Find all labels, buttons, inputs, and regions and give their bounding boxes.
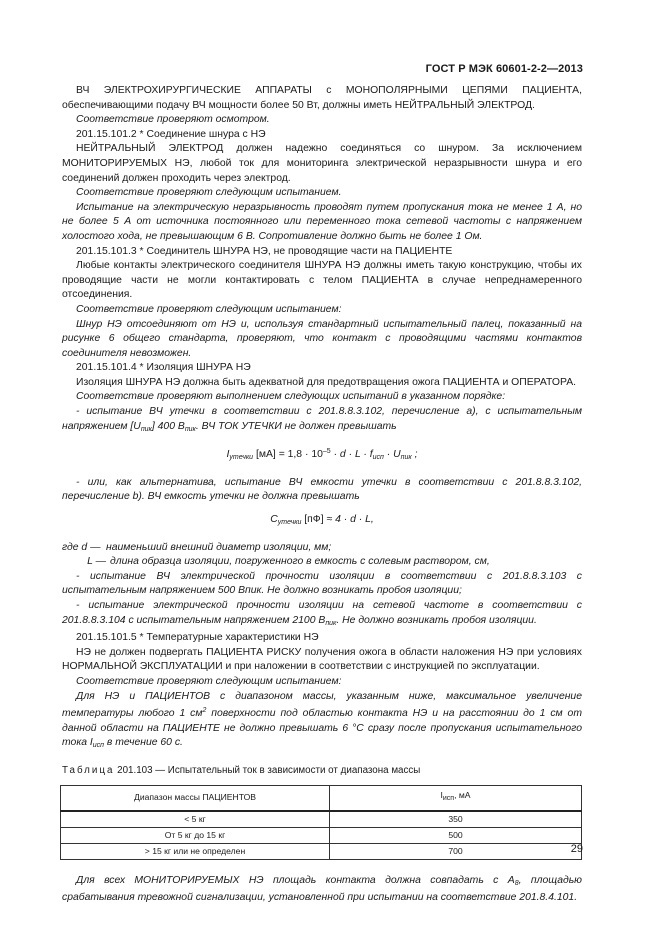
- paragraph: ВЧ ЭЛЕКТРОХИРУРГИЧЕСКИЕ АППАРАТЫ с МОНОПОЛЯРНЫМИ ЦЕПЯМИ ПАЦИЕНТА, обеспечивающими подачу ВЧ мощности более 50 Вт, должны иметь НЕЙТРАЛЬНЫЙ ЭЛЕКТРОД.: [62, 85, 582, 111]
- table-header-current: $I_{исп}$, мА: [330, 785, 582, 811]
- test-description: Шнур НЭ отсоединяют от НЭ и, используя стандартный испытательный палец, показанный на рисунке 6 общего стандарта, проверяют, что контакт с проводящими частями контактов соединителя невозможен.: [62, 318, 582, 359]
- variable-definition: где d — наименьший внешний диаметр изоляции, мм;: [62, 541, 332, 553]
- current-cell: 700: [330, 843, 582, 859]
- leakage-current-formula: $I_{утечки}$ $[мА] = 1,8 \cdot 10^{-5} \cdot d \cdot L \cdot f_{исп} \cdot U_{пик}$ ;: [226, 448, 418, 462]
- table-caption: Таблица 201.103 — Испытательный ток в зависимости от диапазона массы: [62, 764, 421, 776]
- compliance-note: Соответствие проверяют следующим испытанием:: [76, 303, 342, 315]
- test-item: - испытание электрической прочности изоляции на сетевой частоте в соответствии с 201.8.8.3.104 с испытательным напряжением 2100 $В_{пик}$. Не должно возникать пробоя изоляции.: [62, 600, 582, 627]
- mass-range-cell: От 5 кг до 15 кг: [61, 827, 330, 843]
- page-number: 29: [570, 843, 583, 855]
- paragraph: Любые контакты электрического соединителя ШНУРА НЭ должны иметь такую конструкцию, чтобы их проводящие части не могли контактировать с телом ПАЦИЕНТА в случае непреднамеренного отсоединения.: [62, 260, 582, 301]
- test-description: Для НЭ и ПАЦИЕНТОВ с диапазоном массы, указанным ниже, максимальное увеличение температуры любого 1 $см^2$ поверхности под областью контакта НЭ и на расстоянии до 1 см от данной области на ПАЦИЕНТЕ не должно превышать 6 °С сразу после пропускания испытательного тока $I_{исп}$ в течение 60 с.: [62, 690, 582, 750]
- test-current-table: [60, 785, 582, 860]
- test-description: Испытание на электрическую неразрывность проводят путем пропускания тока не менее 1 А, но не более 5 А от источника постоянного или переменного тока сетевой частоты с напряжением холостого хода, не превышающим 6 В. Сопротивление должно быть не более 1 Ом.: [62, 201, 582, 242]
- current-cell: 350: [330, 811, 582, 828]
- compliance-note: Соответствие проверяют следующим испытанием:: [76, 675, 342, 687]
- paragraph: НЭ не должен подвергать ПАЦИЕНТА РИСКУ получения ожога в области наложения НЭ при условиях НОРМАЛЬНОЙ ЭКСПЛУАТАЦИИ и при наложении в соответствии с инструкцией по эксплуатации.: [62, 646, 582, 673]
- test-item: - испытание ВЧ утечки в соответствии с 201.8.8.3.102, перечисление а), с испытательным напряжением $[U_{пик}]$ 400 $В_{пик}$. ВЧ ТОК УТЕЧКИ не должен превышать: [62, 406, 582, 433]
- document-body: [62, 84, 582, 906]
- table-row: [61, 811, 582, 828]
- table-row: [61, 827, 582, 843]
- leakage-capacitance-formula: $C_{утечки}$ [пФ] ≈ 4 · d · L,: [270, 514, 374, 527]
- table-header-mass-range: Диапазон массы ПАЦИЕНТОВ: [61, 785, 330, 811]
- current-cell: 500: [330, 827, 582, 843]
- compliance-note: Соответствие проверяют выполнением следующих испытаний в указанном порядке:: [76, 391, 506, 403]
- section-heading: 201.15.101.3 * Соединитель ШНУРА НЭ, не проводящие части на ПАЦИЕНТЕ: [76, 245, 453, 257]
- test-item: - или, как альтернатива, испытание ВЧ емкости утечки в соответствии с 201.8.8.3.102, перечисление b). ВЧ емкость утечки не должна превышать: [62, 476, 582, 503]
- variable-definition: L — длина образца изоляции, погруженного в емкость с солевым раствором, см,: [87, 556, 490, 568]
- section-heading: 201.15.101.2 * Соединение шнура с НЭ: [76, 128, 266, 140]
- paragraph: Изоляция ШНУРА НЭ должна быть адекватной для предотвращения ожога ПАЦИЕНТА и ОПЕРАТОРА.: [76, 376, 577, 388]
- mass-range-cell: > 15 кг или не определен: [61, 843, 330, 859]
- standard-header: ГОСТ Р МЭК 60601-2-2—2013: [425, 63, 583, 75]
- test-item: - испытание ВЧ электрической прочности изоляции в соответствии с 201.8.8.3.103 с испытательным напряжением 500 Впик. Не должно возникать пробоя изоляции;: [62, 570, 582, 597]
- section-heading: 201.15.101.5 * Температурные характеристики НЭ: [76, 632, 319, 644]
- mass-range-cell: < 5 кг: [61, 811, 330, 828]
- paragraph: Для всех МОНИТОРИРУЕМЫХ НЭ площадь контакта должна совпадать с $А_8$, площадью срабатывания тревожной сигнализации, установленной при испытании на соответствие 201.8.4.101.: [62, 874, 582, 904]
- compliance-note: Соответствие проверяют следующим испытанием.: [76, 187, 342, 199]
- paragraph: НЕЙТРАЛЬНЫЙ ЭЛЕКТРОД должен надежно соединяться со шнуром. За исключением МОНИТОРИРУЕМЫХ НЭ, любой ток для мониторинга электрической неразрывности шнура и его соединений должен проходить через электрод.: [62, 143, 582, 184]
- table-row: [61, 843, 582, 859]
- compliance-note: Соответствие проверяют осмотром.: [76, 114, 270, 126]
- section-heading: 201.15.101.4 * Изоляция ШНУРА НЭ: [76, 362, 251, 374]
